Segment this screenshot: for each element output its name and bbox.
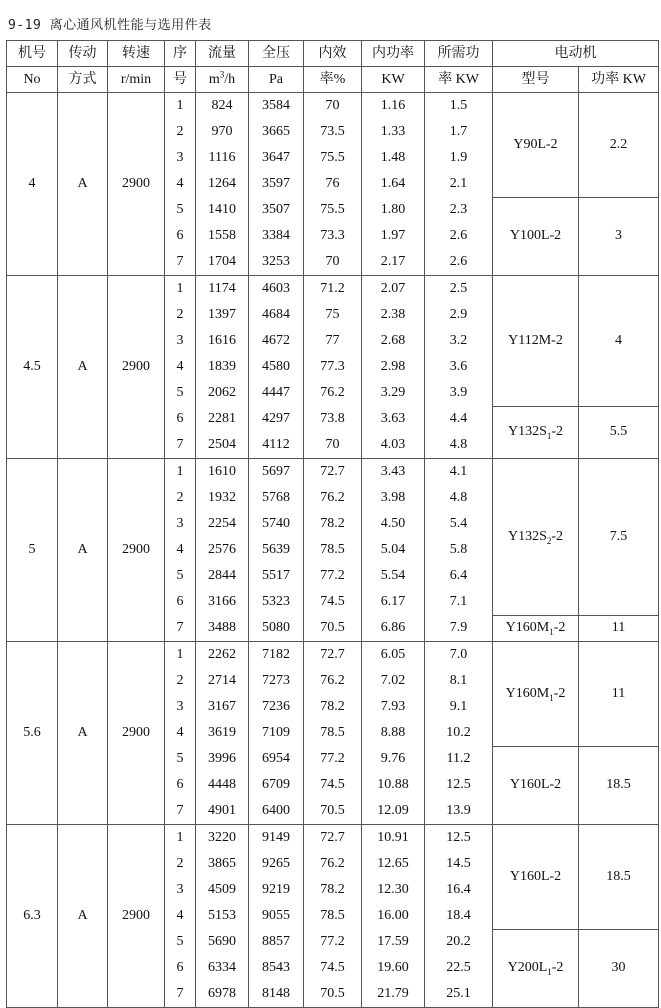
flow-cell: 2281 (196, 406, 249, 432)
required-power-cell: 10.2 (425, 720, 493, 746)
table-row (7, 459, 659, 486)
pressure-cell: 4672 (249, 328, 304, 354)
flow-cell: 824 (196, 93, 249, 120)
pressure-cell: 4447 (249, 380, 304, 406)
flow-cell: 4448 (196, 772, 249, 798)
required-power-cell: 12.5 (425, 825, 493, 852)
flow-cell: 4901 (196, 798, 249, 825)
seq-cell: 3 (165, 694, 196, 720)
header-motor-power: 功率 KW (579, 67, 659, 93)
pressure-cell: 4684 (249, 302, 304, 328)
header-drive: 传动 (58, 41, 108, 67)
seq-cell: 2 (165, 668, 196, 694)
speed-cell: 2900 (108, 642, 165, 825)
pressure-cell: 5768 (249, 485, 304, 511)
required-power-cell: 12.5 (425, 772, 493, 798)
seq-cell: 3 (165, 328, 196, 354)
seq-cell: 2 (165, 119, 196, 145)
required-power-cell: 1.9 (425, 145, 493, 171)
pressure-cell: 7273 (249, 668, 304, 694)
required-power-cell: 2.5 (425, 276, 493, 303)
fan-performance-table (6, 40, 659, 1008)
efficiency-cell: 78.2 (304, 877, 362, 903)
drive-cell: A (58, 825, 108, 1008)
flow-cell: 5690 (196, 929, 249, 955)
seq-cell: 4 (165, 171, 196, 197)
header-drive-sub: 方式 (58, 67, 108, 93)
internal-power-cell: 10.91 (362, 825, 425, 852)
pressure-cell: 3584 (249, 93, 304, 120)
internal-power-cell: 1.97 (362, 223, 425, 249)
efficiency-cell: 77 (304, 328, 362, 354)
seq-cell: 1 (165, 459, 196, 486)
header-efficiency-unit: 率% (304, 67, 362, 93)
seq-cell: 6 (165, 406, 196, 432)
efficiency-cell: 78.5 (304, 903, 362, 929)
pressure-cell: 4580 (249, 354, 304, 380)
table-row (7, 642, 659, 669)
required-power-cell: 1.7 (425, 119, 493, 145)
internal-power-cell: 3.63 (362, 406, 425, 432)
flow-cell: 6334 (196, 955, 249, 981)
motor-power-cell: 11 (579, 615, 659, 642)
flow-cell: 1839 (196, 354, 249, 380)
efficiency-cell: 72.7 (304, 825, 362, 852)
internal-power-cell: 1.48 (362, 145, 425, 171)
efficiency-cell: 75 (304, 302, 362, 328)
required-power-cell: 9.1 (425, 694, 493, 720)
required-power-cell: 5.8 (425, 537, 493, 563)
seq-cell: 2 (165, 485, 196, 511)
machine-no-cell: 5 (7, 459, 58, 642)
required-power-cell: 3.2 (425, 328, 493, 354)
header-internal-power: 内功率 (362, 41, 425, 67)
pressure-cell: 5517 (249, 563, 304, 589)
motor-model-cell: $Y160M_1-2$ (493, 642, 579, 747)
header-internal-power-unit: KW (362, 67, 425, 93)
internal-power-cell: 1.33 (362, 119, 425, 145)
efficiency-cell: 73.8 (304, 406, 362, 432)
flow-cell: 970 (196, 119, 249, 145)
flow-cell: 1116 (196, 145, 249, 171)
efficiency-cell: 76.2 (304, 851, 362, 877)
required-power-cell: 4.8 (425, 432, 493, 459)
internal-power-cell: 5.04 (362, 537, 425, 563)
required-power-cell: 5.4 (425, 511, 493, 537)
internal-power-cell: 2.17 (362, 249, 425, 276)
required-power-cell: 2.1 (425, 171, 493, 197)
efficiency-cell: 75.5 (304, 145, 362, 171)
pressure-cell: 3665 (249, 119, 304, 145)
seq-cell: 1 (165, 642, 196, 669)
required-power-cell: 7.9 (425, 615, 493, 642)
seq-cell: 4 (165, 903, 196, 929)
motor-model-cell: $Y160M_1-2$ (493, 615, 579, 642)
flow-cell: 1610 (196, 459, 249, 486)
internal-power-cell: 10.88 (362, 772, 425, 798)
efficiency-cell: 76.2 (304, 380, 362, 406)
motor-power-cell: 7.5 (579, 459, 659, 616)
efficiency-cell: 71.2 (304, 276, 362, 303)
seq-cell: 2 (165, 851, 196, 877)
efficiency-cell: 78.2 (304, 511, 362, 537)
internal-power-cell: 2.07 (362, 276, 425, 303)
internal-power-cell: 1.64 (362, 171, 425, 197)
flow-cell: 3166 (196, 589, 249, 615)
internal-power-cell: 16.00 (362, 903, 425, 929)
flow-cell: 1410 (196, 197, 249, 223)
efficiency-cell: 77.2 (304, 746, 362, 772)
motor-model-cell: $Y200L_1-2$ (493, 929, 579, 1008)
header-row-1 (7, 41, 659, 67)
seq-cell: 1 (165, 93, 196, 120)
flow-cell: 3619 (196, 720, 249, 746)
table-row (7, 276, 659, 303)
efficiency-cell: 77.2 (304, 563, 362, 589)
pressure-cell: 5323 (249, 589, 304, 615)
seq-cell: 7 (165, 432, 196, 459)
required-power-cell: 16.4 (425, 877, 493, 903)
internal-power-cell: 12.09 (362, 798, 425, 825)
efficiency-cell: 78.5 (304, 720, 362, 746)
pressure-cell: 9149 (249, 825, 304, 852)
required-power-cell: 3.6 (425, 354, 493, 380)
pressure-cell: 5639 (249, 537, 304, 563)
flow-cell: 2504 (196, 432, 249, 459)
flow-cell: 3167 (196, 694, 249, 720)
efficiency-cell: 70.5 (304, 981, 362, 1008)
pressure-cell: 9055 (249, 903, 304, 929)
seq-cell: 4 (165, 537, 196, 563)
pressure-cell: 4297 (249, 406, 304, 432)
internal-power-cell: 1.80 (362, 197, 425, 223)
pressure-cell: 7182 (249, 642, 304, 669)
required-power-cell: 4.1 (425, 459, 493, 486)
internal-power-cell: 19.60 (362, 955, 425, 981)
efficiency-cell: 70 (304, 93, 362, 120)
pressure-cell: 3647 (249, 145, 304, 171)
header-pressure-unit: Pa (249, 67, 304, 93)
header-speed: 转速 (108, 41, 165, 67)
efficiency-cell: 74.5 (304, 955, 362, 981)
motor-model-cell: Y112M-2 (493, 276, 579, 407)
required-power-cell: 2.6 (425, 249, 493, 276)
internal-power-cell: 6.05 (362, 642, 425, 669)
seq-cell: 5 (165, 197, 196, 223)
required-power-cell: 14.5 (425, 851, 493, 877)
speed-cell: 2900 (108, 459, 165, 642)
header-required-power-unit: 率 KW (425, 67, 493, 93)
efficiency-cell: 77.3 (304, 354, 362, 380)
pressure-cell: 8857 (249, 929, 304, 955)
seq-cell: 5 (165, 746, 196, 772)
speed-cell: 2900 (108, 93, 165, 276)
required-power-cell: 13.9 (425, 798, 493, 825)
machine-no-cell: 4 (7, 93, 58, 276)
pressure-cell: 9265 (249, 851, 304, 877)
table-row (7, 825, 659, 852)
flow-cell: 6978 (196, 981, 249, 1008)
header-flow-unit: $m^3/h$ (196, 67, 249, 93)
pressure-cell: 6954 (249, 746, 304, 772)
pressure-cell: 7236 (249, 694, 304, 720)
pressure-cell: 8148 (249, 981, 304, 1008)
efficiency-cell: 73.3 (304, 223, 362, 249)
seq-cell: 2 (165, 302, 196, 328)
pressure-cell: 5697 (249, 459, 304, 486)
flow-cell: 2262 (196, 642, 249, 669)
table-body (7, 93, 659, 1008)
drive-cell: A (58, 276, 108, 459)
drive-cell: A (58, 642, 108, 825)
efficiency-cell: 76.2 (304, 668, 362, 694)
internal-power-cell: 7.93 (362, 694, 425, 720)
drive-cell: A (58, 459, 108, 642)
pressure-cell: 3597 (249, 171, 304, 197)
header-machine-no-sub: No (7, 67, 58, 93)
internal-power-cell: 9.76 (362, 746, 425, 772)
efficiency-cell: 78.5 (304, 537, 362, 563)
seq-cell: 6 (165, 955, 196, 981)
internal-power-cell: 3.43 (362, 459, 425, 486)
pressure-cell: 3253 (249, 249, 304, 276)
efficiency-cell: 75.5 (304, 197, 362, 223)
seq-cell: 6 (165, 772, 196, 798)
required-power-cell: 1.5 (425, 93, 493, 120)
internal-power-cell: 1.16 (362, 93, 425, 120)
seq-cell: 6 (165, 589, 196, 615)
flow-cell: 1616 (196, 328, 249, 354)
motor-model-cell: $Y132S_2-2$ (493, 459, 579, 616)
efficiency-cell: 77.2 (304, 929, 362, 955)
pressure-cell: 9219 (249, 877, 304, 903)
machine-no-cell: 4.5 (7, 276, 58, 459)
internal-power-cell: 6.86 (362, 615, 425, 642)
required-power-cell: 7.1 (425, 589, 493, 615)
motor-power-cell: 18.5 (579, 746, 659, 825)
internal-power-cell: 2.68 (362, 328, 425, 354)
speed-cell: 2900 (108, 825, 165, 1008)
flow-cell: 1932 (196, 485, 249, 511)
internal-power-cell: 7.02 (362, 668, 425, 694)
pressure-cell: 7109 (249, 720, 304, 746)
header-efficiency: 内效 (304, 41, 362, 67)
efficiency-cell: 74.5 (304, 772, 362, 798)
pressure-cell: 5080 (249, 615, 304, 642)
flow-cell: 2576 (196, 537, 249, 563)
required-power-cell: 2.9 (425, 302, 493, 328)
header-pressure: 全压 (249, 41, 304, 67)
header-seq: 序 (165, 41, 196, 67)
internal-power-cell: 8.88 (362, 720, 425, 746)
efficiency-cell: 70 (304, 432, 362, 459)
seq-cell: 4 (165, 354, 196, 380)
pressure-cell: 4112 (249, 432, 304, 459)
table-caption: 9-19 离心通风机性能与选用件表 (8, 18, 212, 33)
motor-power-cell: 4 (579, 276, 659, 407)
seq-cell: 7 (165, 981, 196, 1008)
required-power-cell: 11.2 (425, 746, 493, 772)
machine-no-cell: 6.3 (7, 825, 58, 1008)
pressure-cell: 3384 (249, 223, 304, 249)
motor-model-cell: Y100L-2 (493, 197, 579, 276)
header-row-2 (7, 67, 659, 93)
internal-power-cell: 12.30 (362, 877, 425, 903)
efficiency-cell: 73.5 (304, 119, 362, 145)
required-power-cell: 4.8 (425, 485, 493, 511)
seq-cell: 4 (165, 720, 196, 746)
pressure-cell: 3507 (249, 197, 304, 223)
efficiency-cell: 78.2 (304, 694, 362, 720)
motor-power-cell: 5.5 (579, 406, 659, 459)
motor-power-cell: 11 (579, 642, 659, 747)
flow-cell: 3996 (196, 746, 249, 772)
efficiency-cell: 70.5 (304, 615, 362, 642)
flow-cell: 1558 (196, 223, 249, 249)
internal-power-cell: 12.65 (362, 851, 425, 877)
motor-power-cell: 18.5 (579, 825, 659, 930)
seq-cell: 7 (165, 615, 196, 642)
seq-cell: 5 (165, 563, 196, 589)
motor-model-cell: Y160L-2 (493, 825, 579, 930)
flow-cell: 3220 (196, 825, 249, 852)
internal-power-cell: 21.79 (362, 981, 425, 1008)
efficiency-cell: 74.5 (304, 589, 362, 615)
header-motor: 电动机 (493, 41, 659, 67)
required-power-cell: 3.9 (425, 380, 493, 406)
flow-cell: 1397 (196, 302, 249, 328)
efficiency-cell: 76 (304, 171, 362, 197)
efficiency-cell: 76.2 (304, 485, 362, 511)
required-power-cell: 22.5 (425, 955, 493, 981)
flow-cell: 4509 (196, 877, 249, 903)
required-power-cell: 2.3 (425, 197, 493, 223)
seq-cell: 6 (165, 223, 196, 249)
table-row (7, 93, 659, 120)
internal-power-cell: 2.98 (362, 354, 425, 380)
required-power-cell: 18.4 (425, 903, 493, 929)
pressure-cell: 6400 (249, 798, 304, 825)
required-power-cell: 4.4 (425, 406, 493, 432)
flow-cell: 2254 (196, 511, 249, 537)
seq-cell: 1 (165, 825, 196, 852)
seq-cell: 1 (165, 276, 196, 303)
flow-cell: 5153 (196, 903, 249, 929)
internal-power-cell: 4.50 (362, 511, 425, 537)
flow-cell: 2714 (196, 668, 249, 694)
required-power-cell: 20.2 (425, 929, 493, 955)
speed-cell: 2900 (108, 276, 165, 459)
header-required-power: 所需功 (425, 41, 493, 67)
internal-power-cell: 4.03 (362, 432, 425, 459)
internal-power-cell: 17.59 (362, 929, 425, 955)
required-power-cell: 8.1 (425, 668, 493, 694)
flow-cell: 2844 (196, 563, 249, 589)
flow-cell: 3488 (196, 615, 249, 642)
seq-cell: 5 (165, 929, 196, 955)
seq-cell: 3 (165, 145, 196, 171)
pressure-cell: 5740 (249, 511, 304, 537)
motor-power-cell: 3 (579, 197, 659, 276)
flow-cell: 3865 (196, 851, 249, 877)
motor-model-cell: $Y132S_1-2$ (493, 406, 579, 459)
motor-model-cell: Y90L-2 (493, 93, 579, 198)
internal-power-cell: 3.29 (362, 380, 425, 406)
motor-power-cell: 30 (579, 929, 659, 1008)
motor-model-cell: Y160L-2 (493, 746, 579, 825)
flow-cell: 1264 (196, 171, 249, 197)
seq-cell: 7 (165, 249, 196, 276)
pressure-cell: 6709 (249, 772, 304, 798)
efficiency-cell: 72.7 (304, 459, 362, 486)
required-power-cell: 25.1 (425, 981, 493, 1008)
flow-cell: 1174 (196, 276, 249, 303)
efficiency-cell: 70 (304, 249, 362, 276)
seq-cell: 7 (165, 798, 196, 825)
internal-power-cell: 3.98 (362, 485, 425, 511)
flow-cell: 2062 (196, 380, 249, 406)
internal-power-cell: 2.38 (362, 302, 425, 328)
internal-power-cell: 6.17 (362, 589, 425, 615)
header-motor-model: 型号 (493, 67, 579, 93)
flow-cell: 1704 (196, 249, 249, 276)
efficiency-cell: 70.5 (304, 798, 362, 825)
motor-power-cell: 2.2 (579, 93, 659, 198)
header-seq-sub: 号 (165, 67, 196, 93)
machine-no-cell: 5.6 (7, 642, 58, 825)
seq-cell: 3 (165, 877, 196, 903)
required-power-cell: 2.6 (425, 223, 493, 249)
seq-cell: 3 (165, 511, 196, 537)
required-power-cell: 6.4 (425, 563, 493, 589)
internal-power-cell: 5.54 (362, 563, 425, 589)
header-flow: 流量 (196, 41, 249, 67)
header-machine-no: 机号 (7, 41, 58, 67)
pressure-cell: 4603 (249, 276, 304, 303)
seq-cell: 5 (165, 380, 196, 406)
header-speed-unit: r/min (108, 67, 165, 93)
drive-cell: A (58, 93, 108, 276)
pressure-cell: 8543 (249, 955, 304, 981)
efficiency-cell: 72.7 (304, 642, 362, 669)
required-power-cell: 7.0 (425, 642, 493, 669)
